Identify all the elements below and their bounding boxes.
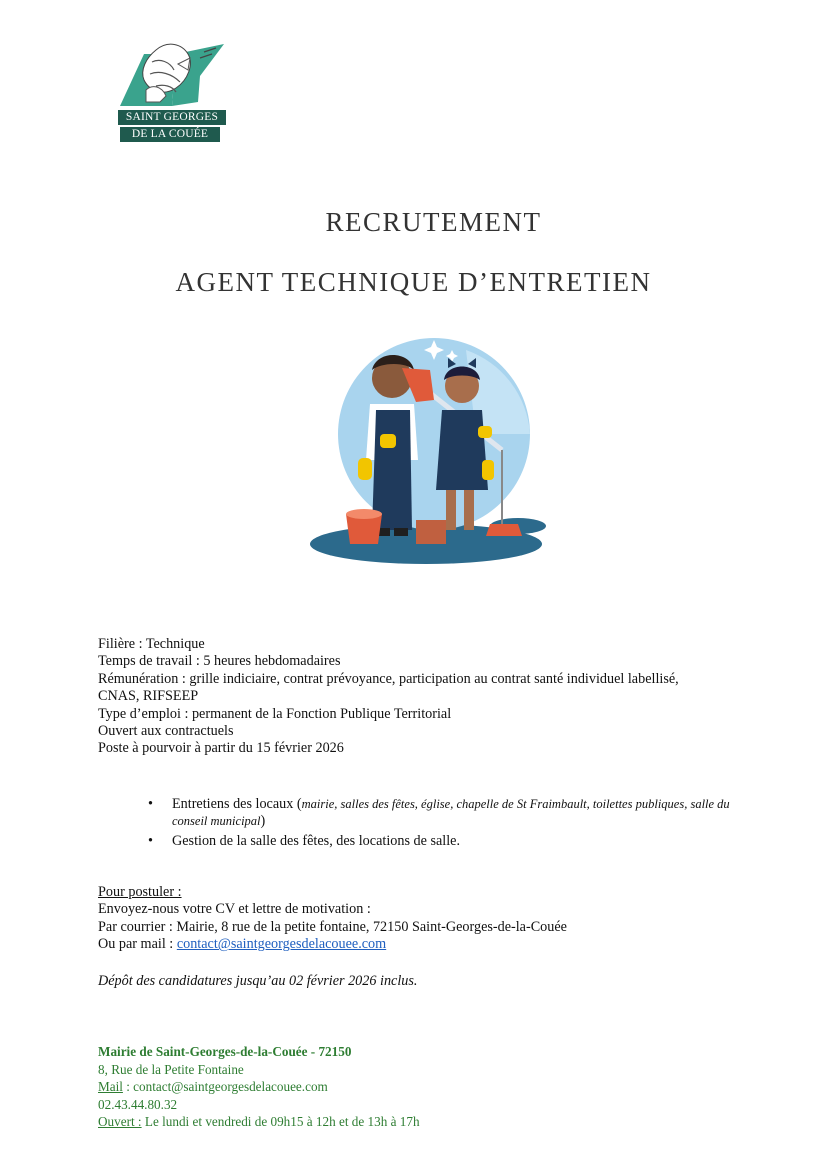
footer-org: Mairie de Saint-Georges-de-la-Couée - 72150	[98, 1044, 352, 1059]
mission-text: Gestion de la salle des fêtes, des locations de salle.	[172, 832, 460, 849]
detail-line: Rémunération : grille indiciaire, contrat prévoyance, participation au contrat santé individuel labellisé,	[98, 670, 679, 687]
page-title: RECRUTEMENT	[325, 207, 542, 237]
detail-line: Type d’emploi : permanent de la Fonction Publique Territorial	[98, 705, 452, 722]
detail-line: Filière : Technique	[98, 636, 205, 652]
mission-detail: mairie, salles des fêtes, église, chapelle de St Fraimbault, toilettes publiques, salle du conseil municipal	[172, 797, 730, 829]
list-item	[148, 833, 768, 850]
apply-line: Par courrier : Mairie, 8 rue de la petite fontaine, 72150 Saint-Georges-de-la-Couée	[98, 918, 567, 935]
apply-line: Envoyez-nous votre CV et lettre de motivation :	[98, 901, 371, 918]
mail-prefix: Ou par mail :	[98, 936, 177, 953]
footer-hours-value: Le lundi et vendredi de 09h15 à 12h et de 13h à 17h	[141, 1114, 420, 1130]
email-link[interactable]: contact@saintgeorgesdelacouee.com	[176, 936, 387, 953]
apply-section	[98, 884, 758, 954]
mission-main: Entretiens des locaux (	[172, 796, 302, 812]
footer-contact	[98, 1043, 420, 1131]
mission-close: )	[260, 813, 266, 830]
footer-phone: 02.43.44.80.32	[98, 1096, 178, 1112]
municipality-logo	[112, 40, 230, 146]
apply-heading: Pour postuler :	[98, 884, 182, 900]
logo-emblem-icon	[116, 40, 228, 110]
footer-address: 8, Rue de la Petite Fontaine	[98, 1061, 244, 1077]
footer-hours-label: Ouvert :	[98, 1114, 142, 1130]
deadline-text: Dépôt des candidatures jusqu’au 02 février 2026 inclus.	[98, 973, 418, 989]
detail-line: Poste à pourvoir à partir du 15 février 2026	[98, 740, 344, 757]
footer-mail-value: : contact@saintgeorgesdelacouee.com	[122, 1079, 328, 1095]
detail-line: CNAS, RIFSEEP	[98, 688, 199, 705]
job-details	[98, 636, 758, 758]
cleaners-picture-icon	[306, 330, 560, 570]
detail-line: Temps de travail : 5 heures hebdomadaires	[98, 653, 341, 670]
missions-list	[148, 796, 768, 852]
cleaning-staff-illustration	[306, 330, 560, 570]
job-title: AGENT TECHNIQUE D’ENTRETIEN	[175, 267, 652, 297]
footer-mail-label: Mail	[98, 1079, 123, 1095]
detail-line: Ouvert aux contractuels	[98, 723, 234, 740]
list-item	[148, 796, 768, 831]
logo-text-line1: SAINT GEORGES	[118, 110, 226, 125]
logo-text-line2: DE LA COUÉE	[120, 127, 220, 142]
